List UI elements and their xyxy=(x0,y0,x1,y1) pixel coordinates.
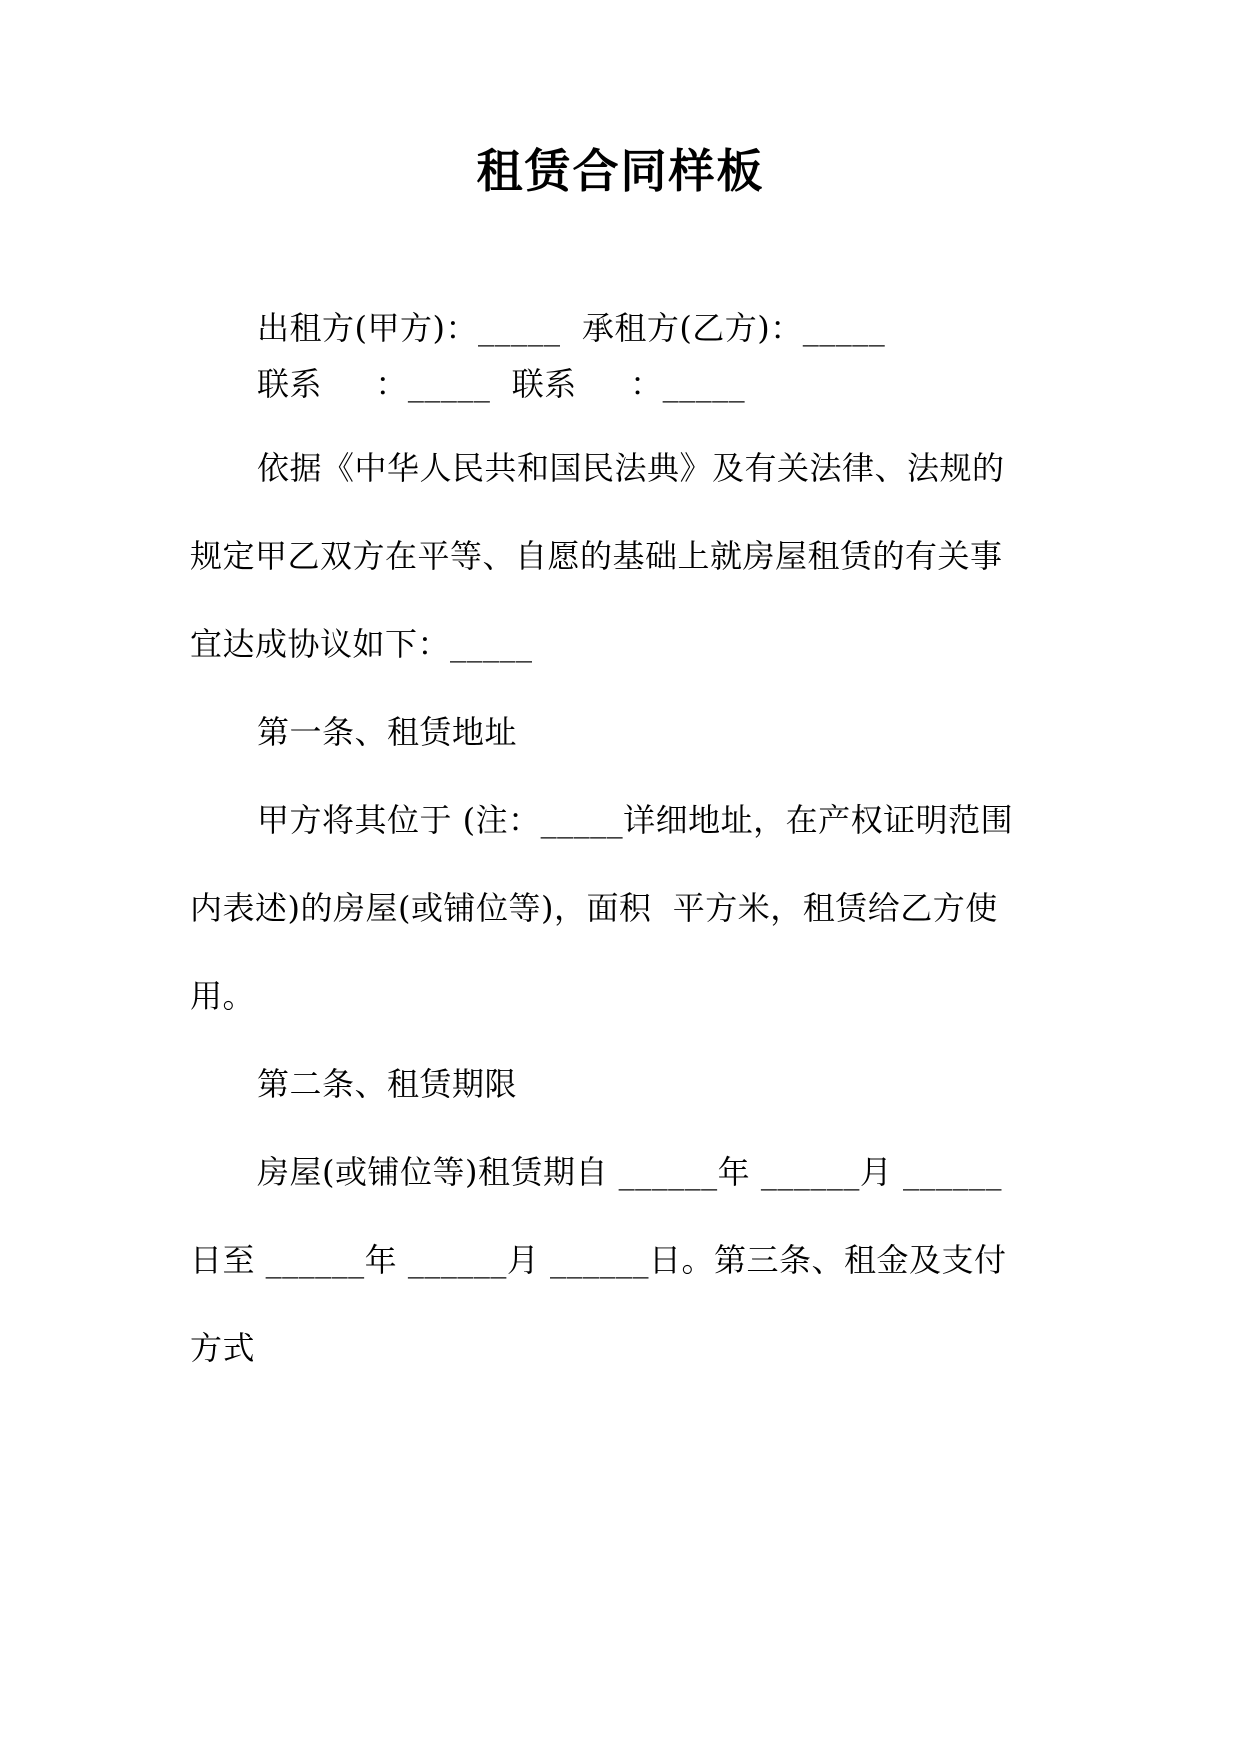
document-title: 租赁合同样板 xyxy=(476,144,765,198)
paragraph-line: 甲方将其位于 (注：_____详细地址，在产权证明范围 xyxy=(257,801,1014,839)
paragraph-line: 方式 xyxy=(190,1329,256,1367)
article-heading: 第二条、租赁期限 xyxy=(257,1065,518,1103)
contact-line: 联系 ：_____ 联系 ：_____ xyxy=(257,365,746,403)
paragraph-line: 宜达成协议如下：_____ xyxy=(190,625,533,663)
paragraph-line: 规定甲乙双方在平等、自愿的基础上就房屋租赁的有关事 xyxy=(190,537,1003,575)
paragraph-line: 内表述)的房屋(或铺位等)，面积 平方米，租赁给乙方使 xyxy=(190,889,998,927)
party-names-line: 出租方(甲方)：_____ 承租方(乙方)：_____ xyxy=(257,309,886,347)
paragraph-line: 依据《中华人民共和国民法典》及有关法律、法规的 xyxy=(257,449,1005,487)
paragraph-line: 房屋(或铺位等)租赁期自 ______年 ______月 ______ xyxy=(257,1153,1002,1191)
article-heading: 第一条、租赁地址 xyxy=(257,713,518,751)
paragraph-line: 日至 ______年 ______月 ______日。第三条、租金及支付 xyxy=(190,1241,1007,1279)
paragraph-line: 用。 xyxy=(190,977,256,1015)
